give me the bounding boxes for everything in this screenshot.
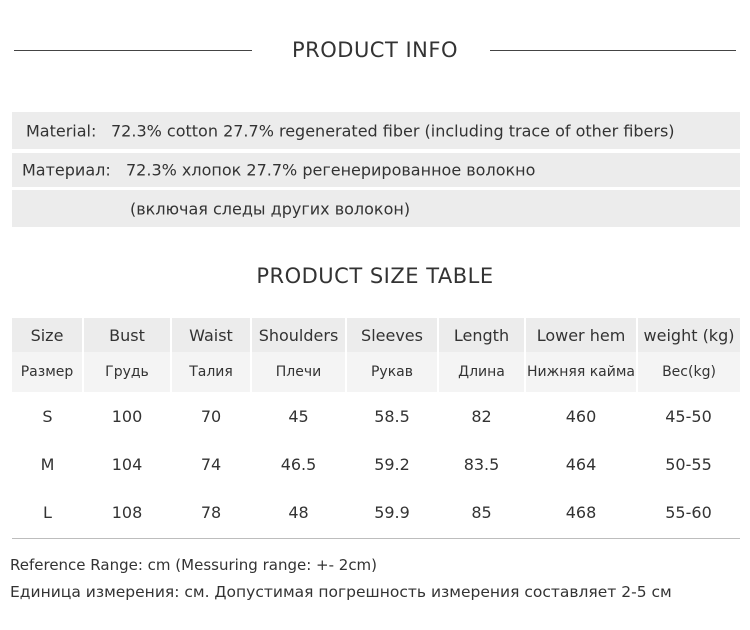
cell-sleeves: 59.2 — [374, 454, 410, 474]
header-bust: Bust — [83, 318, 171, 352]
cell-bust: 104 — [111, 454, 143, 474]
cell-length: 83.5 — [463, 454, 500, 474]
header-weight: weight (kg) — [637, 318, 740, 352]
cell-shoulders: 46.5 — [280, 454, 317, 474]
material-ru-band-1 — [12, 153, 740, 187]
header-row-ru — [12, 352, 740, 392]
material-ru-value-line1: 72.3% хлопок 27.7% регенерированное волокно — [126, 160, 536, 180]
cell-bust: 108 — [111, 502, 143, 522]
cell-waist: 78 — [200, 502, 222, 522]
header-row-en — [12, 318, 740, 352]
material-en-label: Material: — [26, 121, 97, 140]
material-ru-value-line2: (включая следы других волокон) — [130, 199, 411, 218]
cell-sleeves: 59.9 — [374, 502, 410, 522]
cell-weight: 50-55 — [665, 454, 712, 474]
cell-lower-hem: 464 — [565, 454, 597, 474]
header-ru-shoulders: Плечи — [251, 352, 346, 392]
cell-size: M — [40, 454, 55, 474]
size-table — [12, 318, 740, 536]
header-ru-sleeves: Рукав — [346, 352, 438, 392]
cell-shoulders: 48 — [288, 502, 309, 522]
reference-range-ru: Единица измерения: см. Допустимая погрешность измерения составляет 2-5 см — [10, 583, 672, 601]
header-ru-weight: Вес(kg) — [637, 352, 740, 392]
cell-shoulders: 45 — [288, 406, 309, 426]
material-ru-band-2 — [12, 190, 740, 227]
header-ru-waist: Талия — [171, 352, 251, 392]
header-sleeves: Sleeves — [346, 318, 438, 352]
cell-weight: 55-60 — [665, 502, 712, 522]
table-row — [12, 440, 740, 488]
material-ru-label: Материал: — [22, 160, 111, 180]
reference-range-en: Reference Range: cm (Messuring range: +- 2cm) — [10, 556, 378, 574]
cell-bust: 100 — [111, 406, 143, 426]
header-shoulders: Shoulders — [251, 318, 346, 352]
cell-length: 82 — [471, 406, 492, 426]
header-waist: Waist — [171, 318, 251, 352]
cell-lower-hem: 460 — [565, 406, 597, 426]
cell-length: 85 — [471, 502, 492, 522]
table-row — [12, 392, 740, 440]
cell-sleeves: 58.5 — [374, 406, 410, 426]
header-size: Size — [12, 318, 83, 352]
header-ru-size: Размер — [12, 352, 83, 392]
cell-size: L — [43, 502, 52, 522]
header-lower-hem: Lower hem — [525, 318, 637, 352]
table-bottom-divider — [12, 538, 740, 539]
cell-weight: 45-50 — [665, 406, 712, 426]
divider-right — [490, 50, 736, 51]
header-ru-bust: Грудь — [83, 352, 171, 392]
size-table-title: PRODUCT SIZE TABLE — [256, 264, 494, 288]
material-en-value: 72.3% cotton 27.7% regenerated fiber (including trace of other fibers) — [111, 121, 675, 140]
table-row — [12, 488, 740, 536]
cell-lower-hem: 468 — [565, 502, 597, 522]
header-length: Length — [438, 318, 525, 352]
header-ru-length: Длина — [438, 352, 525, 392]
cell-size: S — [42, 406, 53, 426]
material-en-band — [12, 112, 740, 149]
cell-waist: 70 — [200, 406, 222, 426]
header-ru-lower-hem: Нижняя кайма — [525, 352, 637, 392]
cell-waist: 74 — [200, 454, 222, 474]
product-info-title: PRODUCT INFO — [291, 38, 458, 62]
